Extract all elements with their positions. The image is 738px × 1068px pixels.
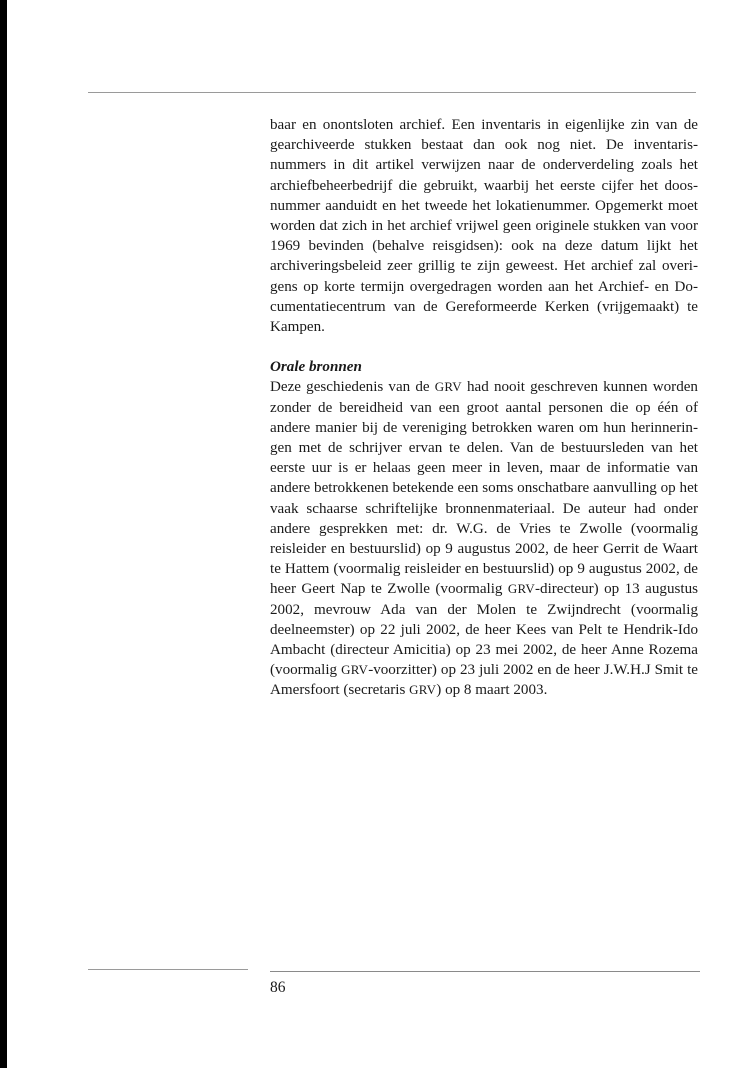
oral-sources-text: ) op 8 maart 2003. <box>436 682 548 699</box>
grv-abbreviation: GRV <box>507 581 536 597</box>
footer-rule-left <box>88 969 248 970</box>
grv-abbreviation: GRV <box>341 662 369 678</box>
oral-sources-text: -voorzitter) op 23 juli 2002 en de heer J.W.H.J Smit te Amersfoort (secretaris <box>270 662 699 699</box>
page-body <box>270 115 698 701</box>
footer-rule <box>270 971 700 972</box>
oral-sources-text: -directeur) op 13 augustus 2002, mevrouw Ada van der Molen te Zwijndrecht (voormalig deelneemster) op 22 juli 2002, de heer Kees van Pelt te Hendrik-Ido Ambacht (directeur Amicitia) op 23 mei 2002, de heer Anne Rozema (voormalig <box>270 581 698 679</box>
archive-paragraph: baar en onontsloten archief. Een inventaris in eigenlijke zin van de gearchiveerde stukken bestaat dan ook nog niet. De inventarisnummers in dit artikel verwijzen naar de onderverdeling zoals het archiefbeheerbedrijf die gebruikt, waarbij het eerste cijfer het doosnummer aanduidt en het tweede het lokatienummer. Opgemerkt moet worden dat zich in het archief vrijwel geen originele stukken van voor 1969 bevinden (behalve reisgidsen): ook na deze datum lijkt het archiveringsbeleid zeer grillig te zijn geweest. Het archief zal overigens op korte termijn overgedragen worden aan het Archief- en Documentatiecentrum van de Gereformeerde Kerken (vrijgemaakt) te Kampen. <box>270 117 698 336</box>
scan-edge <box>0 0 7 1068</box>
page-number: 86 <box>270 979 286 996</box>
grv-abbreviation: GRV <box>434 379 462 395</box>
oral-sources-text: Deze geschiedenis van de <box>270 379 435 396</box>
header-rule <box>88 92 696 93</box>
section-heading-oral-sources: Orale bronnen <box>270 359 362 376</box>
oral-sources-paragraph <box>270 377 698 700</box>
oral-sources-text: had nooit geschreven kunnen worden zonder de bereidheid van een groot aantal personen die op één of andere manier bij de vereniging betrokken waren om hun herinneringen met de schrijver ervan te delen. Van de bestuursleden van het eerste uur is er helaas geen meer in leven, maar de informatie van andere betrokkenen betekende een soms onschatbare aanvulling op het vaak schaarse schriftelijke bronnenmateriaal. De auteur had onder andere gesprekken met: dr. W.G. de Vries te Zwolle (voormalig reisleider en bestuurslid) op 9 augustus 2002, de heer Gerrit de Waart te Hattem (voormalig reisleider en bestuurslid) op 9 augustus 2002, de heer Geert Nap te Zwolle (voormalig <box>270 379 698 598</box>
grv-abbreviation: GRV <box>409 682 437 698</box>
